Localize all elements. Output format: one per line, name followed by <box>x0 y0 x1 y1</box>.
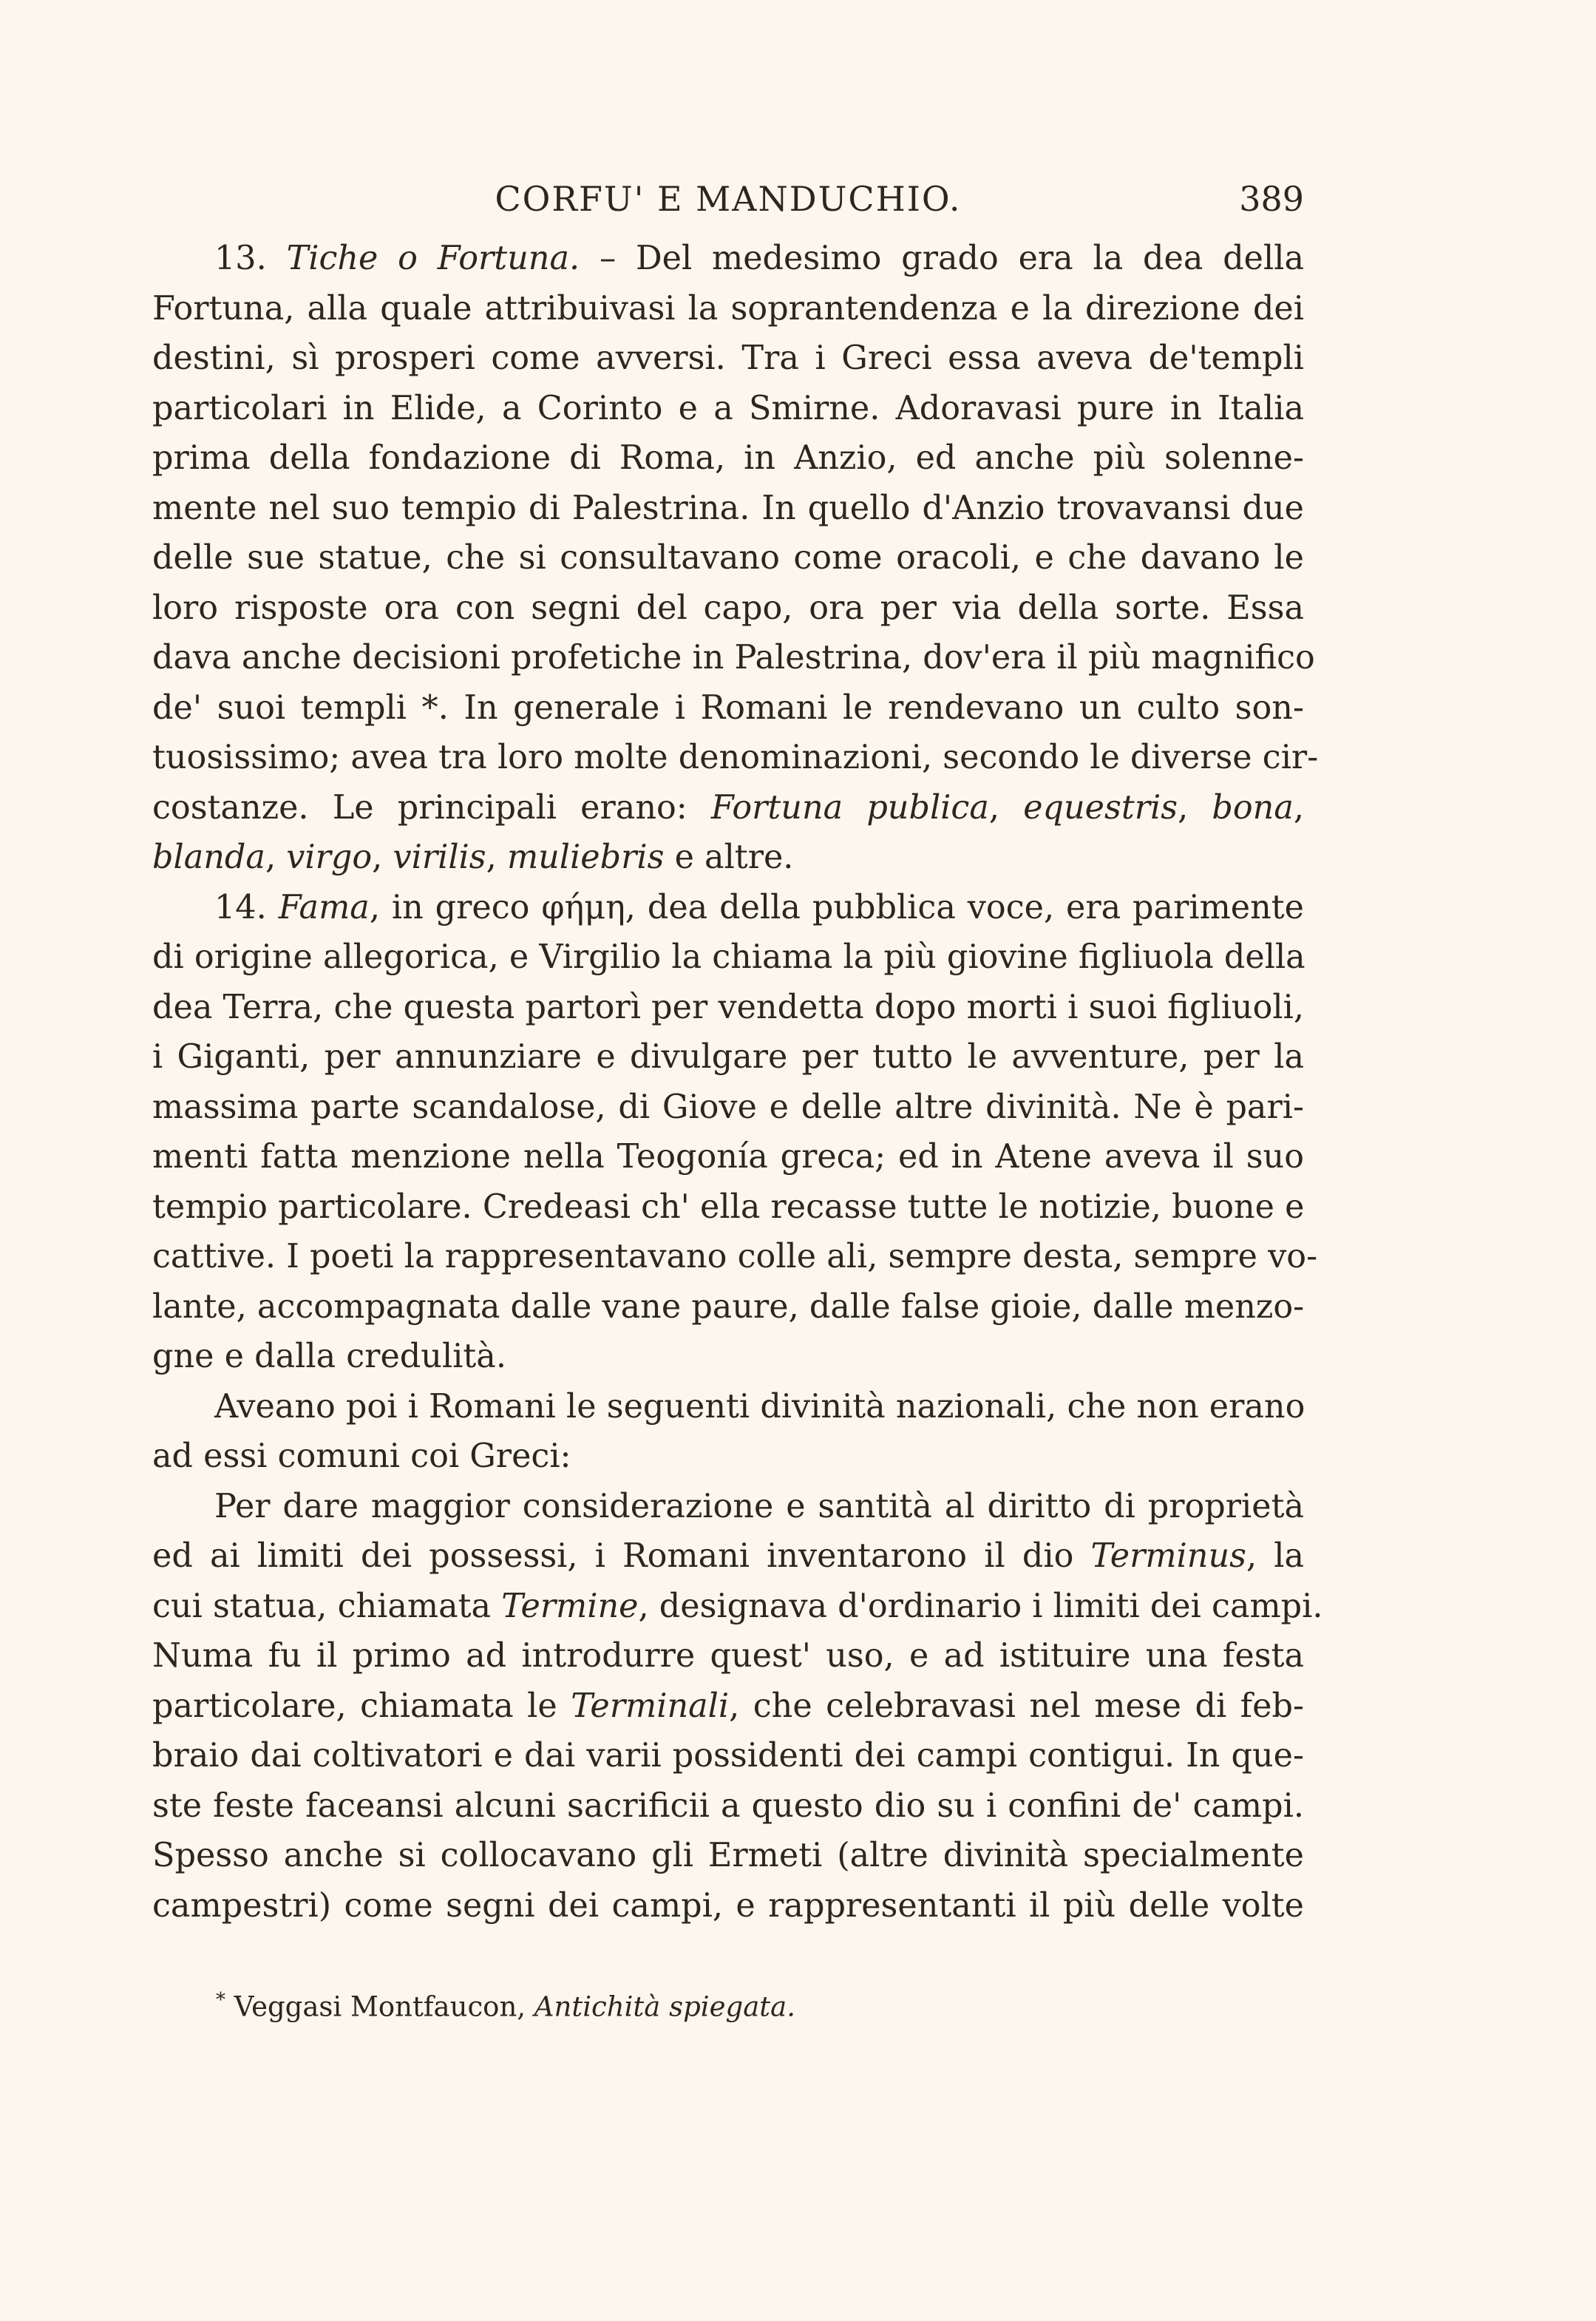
text-line: lante, accompagnata dalle vane paure, dalle false gioie, dalle menzo- <box>152 1287 1305 1326</box>
italic-term: bona <box>1212 788 1294 827</box>
text-line: cattive. I poeti la rappresentavano colle ali, sempre desta, sempre vo- <box>152 1238 1318 1275</box>
italic-term: Termine <box>501 1587 639 1625</box>
running-title: CORFU' E MANDUCHIO. <box>495 179 962 219</box>
italic-term: Tiche o Fortuna. <box>286 240 580 277</box>
text-line: ste feste faceansi alcuni sacrificii a questo dio su i confini de' campi. <box>152 1786 1304 1825</box>
footnote-marker: * <box>216 1989 225 2011</box>
text-line: tempio particolare. Credeasi ch' ella recasse tutte le notizie, buone e <box>152 1187 1305 1226</box>
page-number: 389 <box>1239 179 1304 219</box>
italic-term: Terminali <box>571 1687 730 1725</box>
footnote-title: Antichità spiegata. <box>534 1990 795 2023</box>
text-line: 14. Fama, in greco φήμη, dea della pubblica voce, era parimente <box>214 888 1304 926</box>
text-line: Fortuna, alla quale attribuivasi la soprantendenza e la direzione dei <box>152 289 1304 328</box>
text-line: i Giganti, per annunziare e divulgare per tutto le avventure, per la <box>152 1038 1304 1076</box>
footnote-text: Veggasi Montfaucon, <box>234 1990 534 2023</box>
text-line: costanze. Le principali erano: Fortuna publica, equestris, bona, <box>152 788 1305 827</box>
text-line: cui statua, chiamata Termine, designava d'ordinario i limiti dei campi. <box>152 1587 1323 1625</box>
text-line: massima parte scandalose, di Giove e delle altre divinità. Ne è pari- <box>152 1088 1304 1126</box>
text-line: destini, sì prosperi come avversi. Tra i Greci essa aveva de'templi <box>152 339 1304 377</box>
text-line: particolari in Elide, a Corinto e a Smirne. Adoravasi pure in Italia <box>152 389 1304 427</box>
footnote <box>216 1989 795 2022</box>
italic-term: virilis <box>393 838 486 876</box>
text-line: braio dai coltivatori e dai varii possidenti dei campi contigui. In que- <box>152 1737 1304 1775</box>
text-line: particolare, chiamata le Terminali, che celebravasi nel mese di feb- <box>152 1687 1304 1725</box>
italic-term: Fortuna publica <box>710 788 989 827</box>
italic-term: muliebris <box>506 838 665 876</box>
text-line: loro risposte ora con segni del capo, ora per via della sorte. Essa <box>152 589 1304 627</box>
text-line: campestri) come segni dei campi, e rappresentanti il più delle volte <box>152 1886 1304 1925</box>
italic-term: Fama <box>278 888 370 926</box>
text-line: mente nel suo tempio di Palestrina. In quello d'Anzio trovavansi due <box>152 489 1304 527</box>
text-line: Numa fu il primo ad introdurre quest' uso, e ad istituire una festa <box>152 1637 1304 1675</box>
text-line: ed ai limiti dei possessi, i Romani inventarono il dio Terminus, la <box>152 1537 1304 1575</box>
text-line: Spesso anche si collocavano gli Ermeti (altre divinità specialmente <box>152 1837 1304 1874</box>
text-line: menti fatta menzione nella Teogonía greca; ed in Atene aveva il suo <box>152 1138 1304 1176</box>
text-line: 13. Tiche o Fortuna. – Del medesimo grado era la dea della <box>214 240 1305 277</box>
text-line: gne e dalla credulità. <box>152 1338 506 1375</box>
running-head <box>152 176 1304 220</box>
text-line: ad essi comuni coi Greci: <box>152 1437 571 1475</box>
italic-term: virgo <box>286 838 373 876</box>
text-line: tuosissimo; avea tra loro molte denominazioni, secondo le diverse cir- <box>152 739 1319 776</box>
text-line: prima della fondazione di Roma, in Anzio, ed anche più solenne- <box>152 439 1304 477</box>
italic-term: equestris <box>1023 788 1178 827</box>
italic-term: Terminus <box>1090 1537 1246 1575</box>
text-line: de' suoi templi *. In generale i Romani le rendevano un culto son- <box>152 688 1304 727</box>
text-line: Aveano poi i Romani le seguenti divinità nazionali, che non erano <box>214 1387 1305 1426</box>
italic-term: blanda <box>152 838 265 876</box>
text-line: Per dare maggior considerazione e santità al diritto di proprietà <box>214 1487 1304 1525</box>
text-line: di origine allegorica, e Virgilio la chiama la più giovine figliuola della <box>152 938 1305 976</box>
text-line: dava anche decisioni profetiche in Palestrina, dov'era il più magnifico <box>152 639 1315 677</box>
text-line: dea Terra, che questa partorì per vendetta dopo morti i suoi figliuoli, <box>152 988 1304 1026</box>
text-line: delle sue statue, che si consultavano come oracoli, e che davano le <box>152 539 1304 577</box>
text-line: blanda, virgo, virilis, muliebris e altre. <box>152 838 794 876</box>
